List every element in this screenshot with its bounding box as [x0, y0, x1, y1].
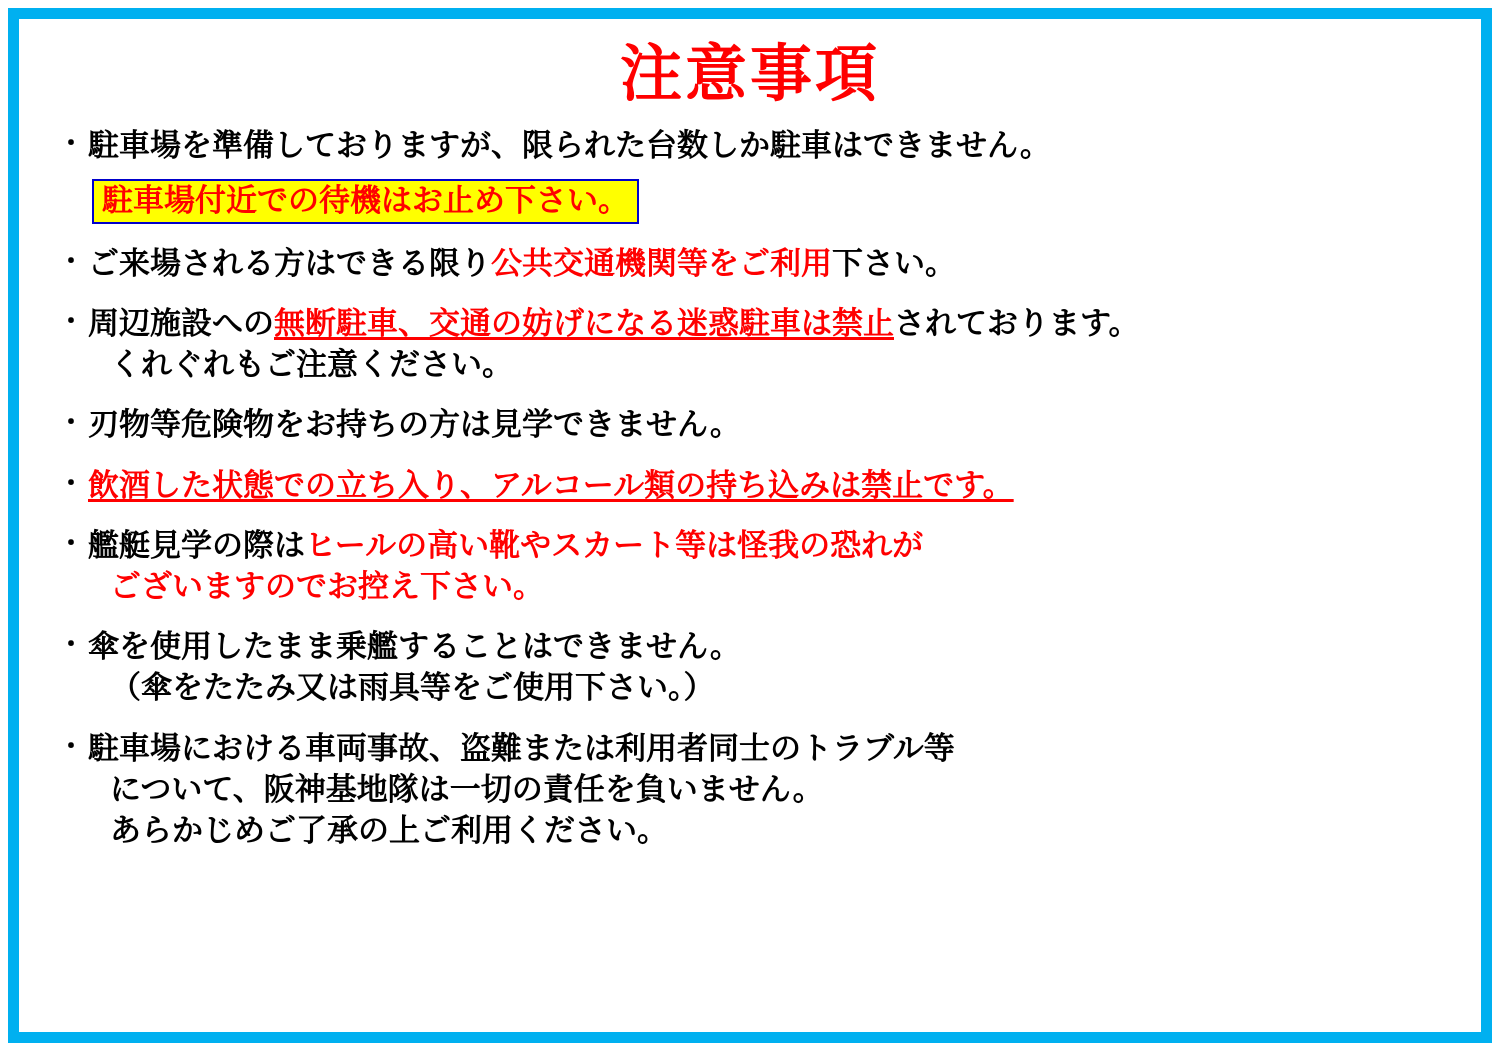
- bullet-icon: ・: [58, 731, 85, 761]
- notice-line: [88, 566, 1470, 607]
- notice-text: されております。: [894, 305, 1140, 341]
- notice-text: 駐車場を準備しておりますが、限られた台数しか駐車はできません。: [88, 128, 1051, 164]
- notice-text: について、阪神基地隊は一切の責任を負いません。: [110, 771, 824, 807]
- bullet-icon: ・: [58, 468, 85, 498]
- notice-text: 周辺施設への: [88, 305, 274, 341]
- notice-text: くれぐれもご注意ください。: [110, 347, 513, 383]
- notice-line: [88, 303, 1470, 344]
- list-item: [58, 125, 1470, 223]
- highlighted-warning: 駐車場付近での待機はお止め下さい。: [92, 179, 639, 224]
- list-item: [58, 728, 1470, 852]
- notice-text: 公共交通機関等をご利用: [491, 245, 832, 281]
- bullet-icon: ・: [58, 306, 85, 336]
- notice-text: 傘を使用したまま乗艦することはできません。: [88, 629, 741, 665]
- notice-line: [88, 667, 1470, 708]
- notice-text: （傘をたたみ又は雨具等をご使用下さい。）: [110, 670, 715, 706]
- notice-line: [88, 769, 1470, 810]
- bullet-icon: ・: [58, 246, 85, 276]
- notice-text: 無断駐車、交通の妨げになる迷惑駐車は禁止: [274, 305, 894, 341]
- list-item: [58, 626, 1470, 708]
- list-item: [58, 303, 1470, 385]
- notice-text: 下さい。: [832, 245, 956, 281]
- notice-text: ご来場される方はできる限り: [88, 245, 491, 281]
- notice-text: ヒールの高い靴やスカート等は怪我の恐れが: [305, 527, 924, 563]
- list-item: [58, 243, 1470, 284]
- list-item: [58, 465, 1470, 506]
- notice-text: あらかじめご了承の上ご利用ください。: [110, 813, 668, 849]
- bullet-icon: ・: [58, 528, 85, 558]
- bullet-icon: ・: [58, 129, 85, 159]
- notice-line: [88, 626, 1470, 667]
- list-item: [58, 404, 1470, 445]
- notice-line: [88, 810, 1470, 851]
- page-title: 注意事項: [619, 41, 880, 109]
- bullet-icon: ・: [58, 630, 85, 660]
- notice-line: [88, 344, 1470, 385]
- notice-list: [30, 125, 1470, 851]
- poster-content: [30, 22, 1470, 1029]
- notice-text: 艦艇見学の際は: [88, 527, 305, 563]
- notice-line: [88, 525, 1470, 566]
- notice-text: 駐車場における車両事故、盗難または利用者同士のトラブル等: [88, 730, 955, 766]
- bullet-icon: ・: [58, 408, 85, 438]
- notice-line: [88, 243, 1470, 284]
- highlight-line: [88, 171, 1470, 224]
- notice-line: [88, 465, 1470, 506]
- notice-text: ございますのでお控え下さい。: [110, 569, 544, 605]
- notice-line: [88, 404, 1470, 445]
- notice-text: 刃物等危険物をお持ちの方は見学できません。: [88, 407, 741, 443]
- notice-line: [88, 125, 1470, 166]
- notice-text: 飲酒した状態での立ち入り、アルコール類の持ち込みは禁止です。: [88, 467, 1014, 503]
- notice-line: [88, 728, 1470, 769]
- list-item: [58, 525, 1470, 607]
